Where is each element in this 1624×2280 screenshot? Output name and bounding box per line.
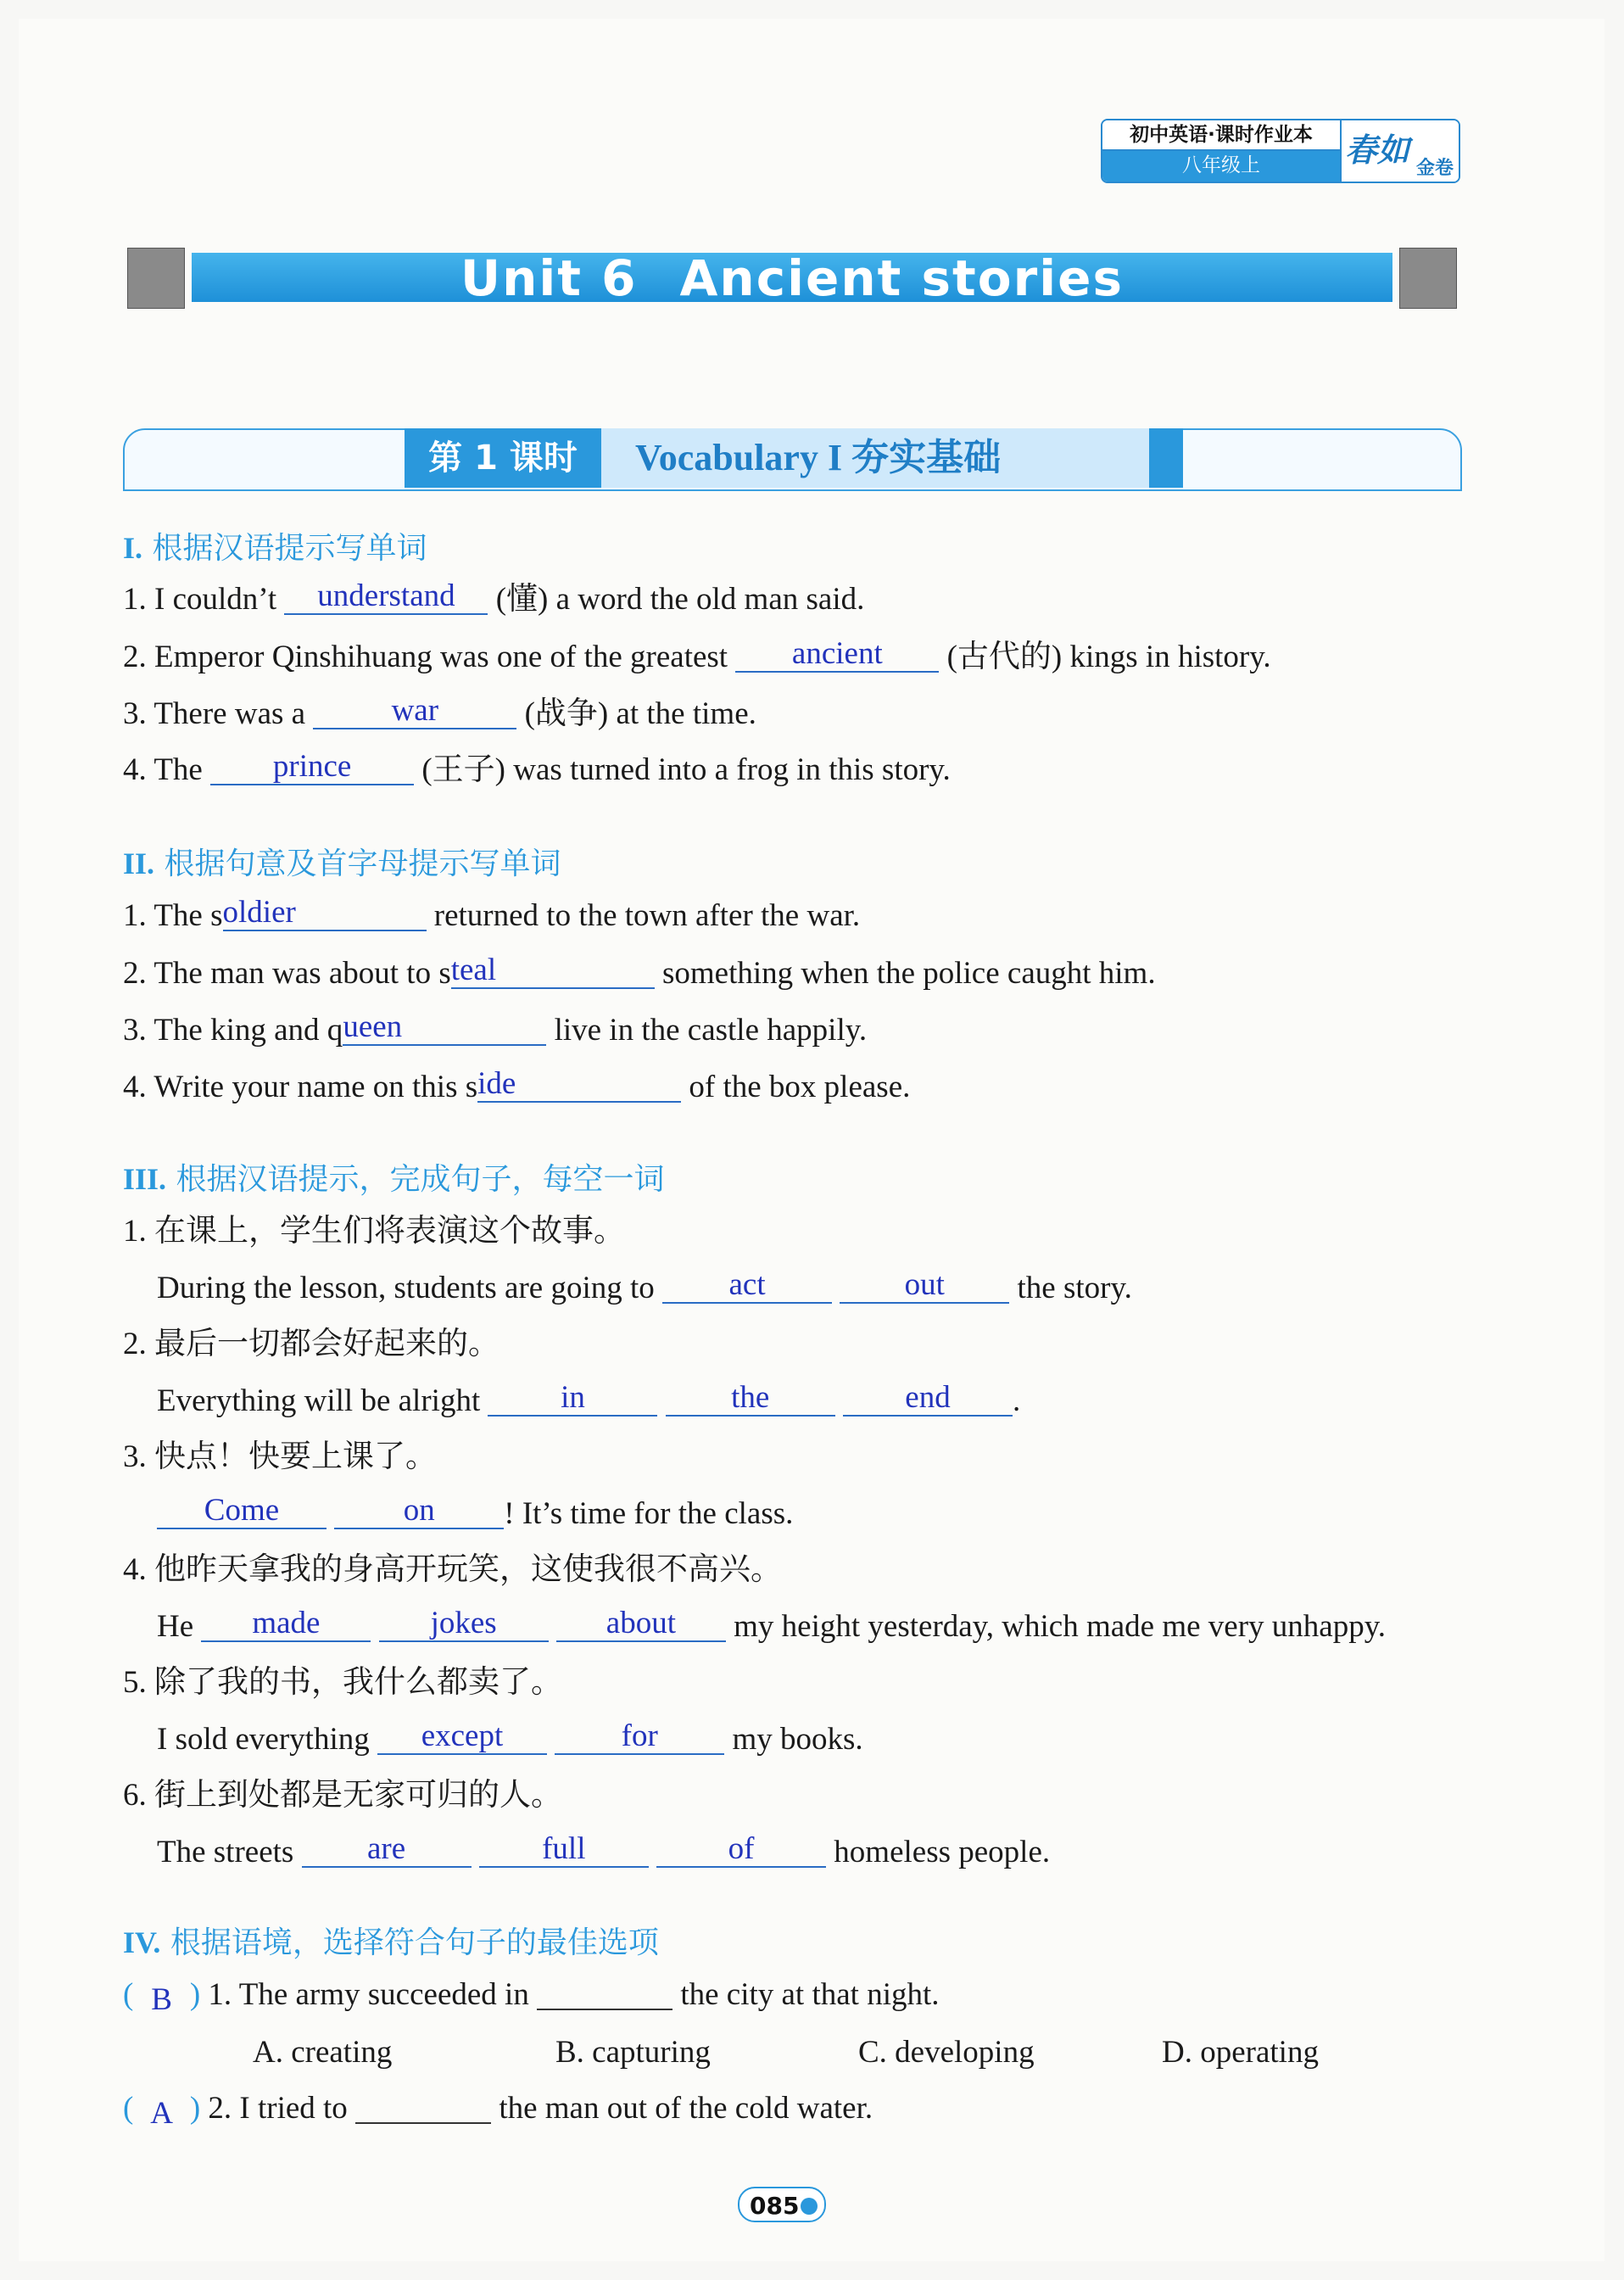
answer-blank: the [666,1381,835,1417]
line-text: my height yesterday, which made me very unhappy. [725,1609,1387,1644]
question-text: the city at that night. [680,1977,940,2012]
line-text: 2. Emperor Qinshihuang was one of the greatest [123,640,736,674]
page-number [738,2187,826,2222]
line-text: During the lesson, students are going to [157,1271,663,1305]
line-text: returned to the town after the war. [426,898,861,933]
answer-blank: ide [477,1067,681,1103]
section-heading-1 [123,524,427,567]
line-text: of the box please. [681,1070,911,1104]
section-roman: IV. [123,1925,161,1959]
question-text: 2. I tried to [208,2091,348,2126]
answer-blank [355,2088,491,2124]
answer-blank: are [302,1832,472,1868]
option-c: C. developing [858,2035,1035,2070]
exercise-line [123,749,951,789]
brand-logo [1340,120,1459,182]
answer-blank: made [201,1607,371,1642]
chinese-prompt: 3. 快点！快要上课了。 [123,1439,437,1474]
brand-grade: 八年级上 [1102,151,1340,182]
lesson-title: Vocabulary I 夯实基础 [601,428,1183,488]
answer-blank: teal [451,953,655,989]
choice-question [123,2090,873,2131]
line-text: the story. [1009,1271,1132,1305]
line-text: (懂) a word the old man said. [488,582,865,617]
exercise-line [157,1608,1386,1646]
answer-blank: war [313,694,516,729]
line-text: 4. The [123,752,211,787]
section-title: 根据句意及首字母提示写单词 [164,847,561,881]
exercise-line [123,955,1156,992]
line-text: 3. There was a [123,696,314,731]
chinese-prompt: 1. 在课上，学生们将表演这个故事。 [123,1214,625,1249]
question-text: the man out of the cold water. [499,2091,873,2126]
answer-blank: full [479,1832,649,1868]
line-text: (王子) was turned into a frog in this story. [414,752,951,787]
chinese-prompt: 2. 最后一切都会好起来的。 [123,1327,499,1361]
line-text: (战争) at the time. [516,696,756,731]
line-text: 1. I couldn’t [123,582,285,617]
section-heading-3 [123,1155,665,1199]
line-text: I sold everything [157,1722,377,1757]
answer-blank: for [555,1719,724,1755]
choice-answer: B [151,1982,172,2017]
exercise-line [123,897,860,935]
option-d: D. operating [1162,2035,1319,2070]
brand-logo-mark: 春如 [1345,131,1410,169]
line-text: ! It’s time for the class. [504,1496,794,1531]
line-text: 3. The king and q [123,1013,343,1048]
line-text: my books. [724,1722,863,1757]
page-number-text: 085 [750,2192,800,2220]
unit-label: Unit 6 [460,249,638,307]
choice-question [123,1976,940,2017]
answer-blank: except [377,1719,547,1755]
chinese-prompt: 4. 他昨天拿我的身高开玩笑，这使我很不高兴。 [123,1552,782,1587]
paren-close: ) [189,2091,201,2126]
section-title: 根据汉语提示，完成句子，每空一词 [176,1162,665,1197]
brand-logo-sub: 金卷 [1415,158,1454,179]
exercise-line [157,1495,793,1533]
banner-bar [192,249,1392,307]
line-text: 1. The s [123,898,223,933]
answer-blank: Come [157,1494,326,1529]
section-title: 根据语境，选择符合句子的最佳选项 [170,1925,659,1960]
unit-name: Ancient stories [679,249,1124,307]
answer-blank: understand [284,579,488,615]
exercise-line [157,1267,1132,1307]
answer-blank: ueen [343,1010,546,1046]
answer-blank: out [840,1268,1009,1304]
unit-banner [127,248,1457,309]
banner-right-block [1399,248,1457,309]
line-text: (古代的) kings in history. [939,640,1271,674]
exercise-line [123,636,1271,676]
lesson-banner [123,428,1462,491]
unit-title [192,249,1392,307]
exercise-line [157,1718,863,1758]
banner-left-block [127,248,185,309]
answer-blank: prince [210,750,414,785]
section-roman: III. [123,1162,167,1196]
page-dot-icon [801,2198,818,2215]
answer-blank: about [556,1607,726,1642]
answer-blank: of [656,1832,826,1868]
line-text: something when the police caught him. [654,956,1156,991]
line-text: homeless people. [826,1835,1051,1869]
exercise-line [123,1066,911,1106]
option-b: B. capturing [555,2035,711,2070]
chinese-prompt: 6. 街上到处都是无家可归的人。 [123,1778,562,1813]
line-text: Everything will be alright [157,1383,488,1418]
line-text: . [1012,1383,1021,1418]
chinese-prompt: 5. 除了我的书，我什么都卖了。 [123,1665,562,1700]
option-a: A. creating [253,2035,393,2070]
brand-box [1101,119,1460,183]
line-text: He [157,1609,202,1644]
section-title: 根据汉语提示写单词 [152,531,427,566]
exercise-line [123,578,865,618]
line-text: live in the castle happily. [546,1013,868,1048]
line-text: The streets [157,1835,302,1869]
brand-series: 初中英语·课时作业本 [1102,120,1340,151]
paren-open: ( [123,1977,134,2012]
answer-blank: jokes [379,1607,549,1642]
answer-blank: in [488,1381,657,1417]
lesson-number: 第 1 课时 [405,428,601,488]
answer-blank: oldier [223,896,427,931]
answer-blank: on [334,1494,504,1529]
line-text: 2. The man was about to s [123,956,451,991]
exercise-line [123,1009,868,1049]
exercise-line [157,1831,1051,1871]
exercise-line [157,1380,1021,1420]
choice-answer: A [150,2096,173,2131]
answer-blank: end [843,1381,1013,1417]
answer-blank: ancient [735,637,939,673]
section-roman: I. [123,531,143,565]
section-roman: II. [123,847,155,880]
section-heading-2 [123,840,561,883]
exercise-line [123,693,756,733]
line-text: 4. Write your name on this s [123,1070,478,1104]
answer-blank [537,1975,672,2010]
section-heading-4 [123,1919,659,1962]
answer-blank: act [662,1268,832,1304]
paren-open: ( [123,2091,134,2126]
question-text: 1. The army succeeded in [208,1977,529,2012]
paren-close: ) [189,1977,201,2012]
